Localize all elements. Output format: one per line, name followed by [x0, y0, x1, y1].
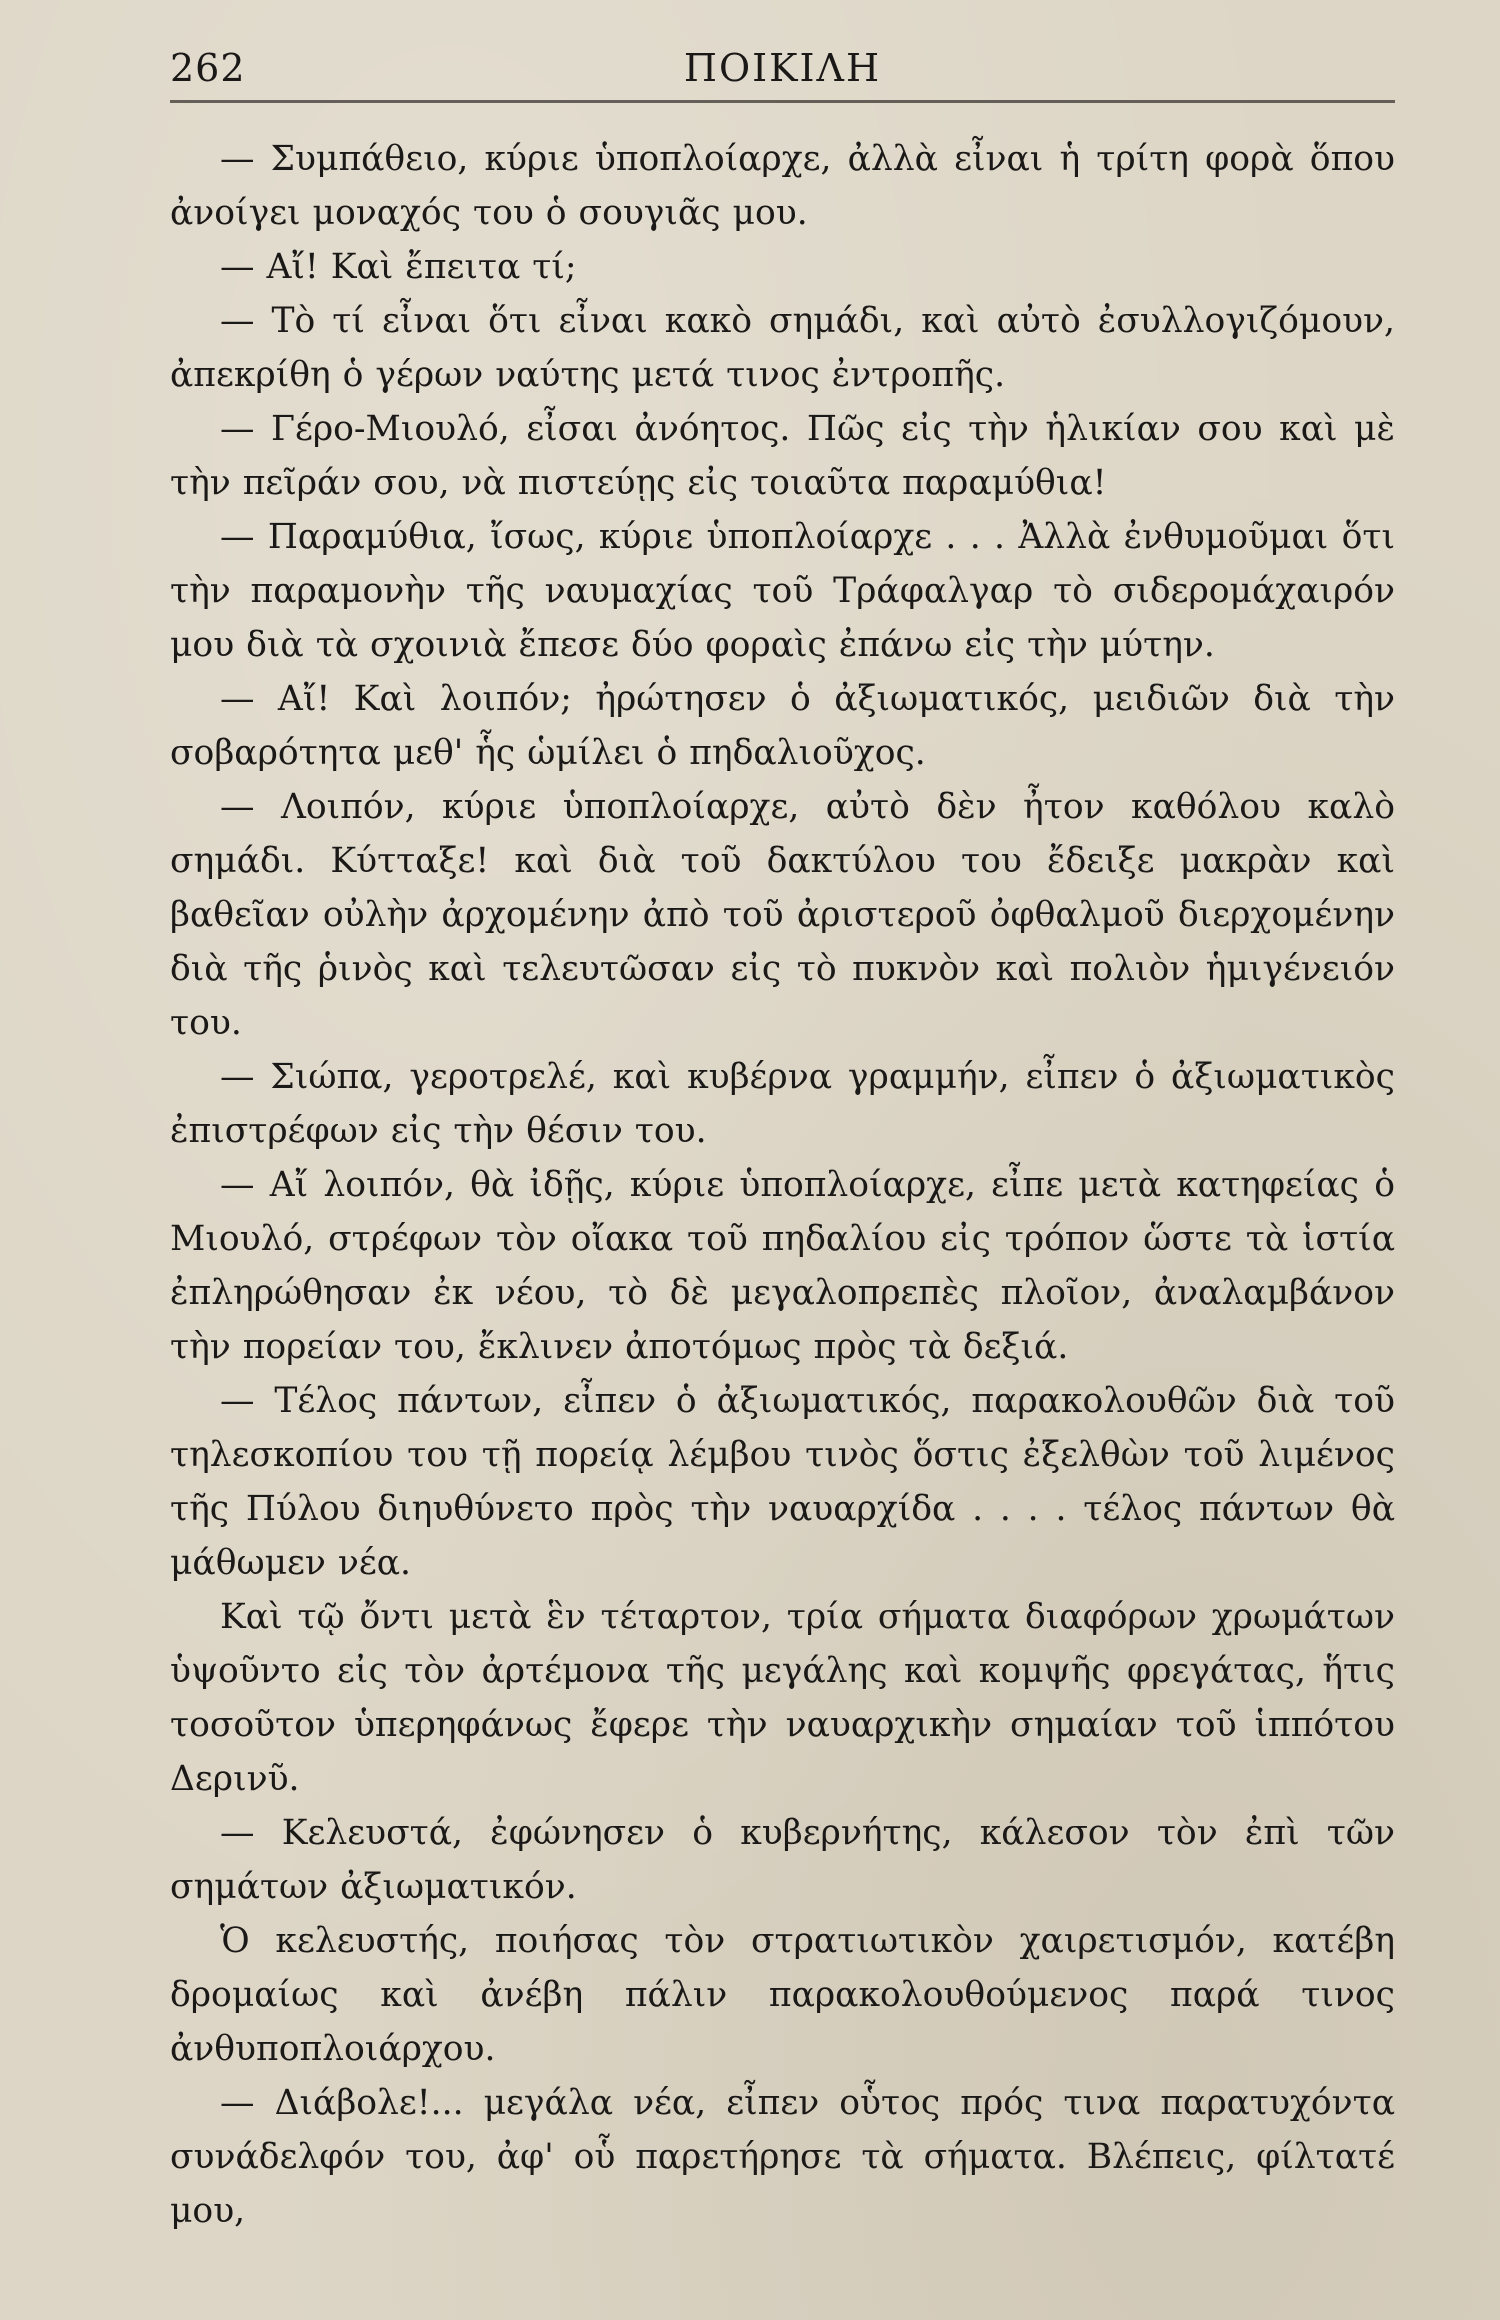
- paragraph: — Συμπάθειο, κύριε ὑποπλοίαρχε, ἀλλὰ εἶναι ἡ τρίτη φορὰ ὅπου ἀνοίγει μοναχός του ὁ σουγιᾶς μου.: [170, 139, 1395, 233]
- header-rule: [170, 100, 1395, 103]
- paragraph: — Λοιπόν, κύριε ὑποπλοίαρχε, αὐτὸ δὲν ἦτον καθόλου καλὸ σημάδι. Κύτταξε! καὶ διὰ τοῦ δακτύλου του ἔδειξε μακρὰν καὶ βαθεῖαν οὐλὴν ἀρχομένην ἀπὸ τοῦ ἀριστεροῦ ὀφθαλμοῦ διερχομένην διὰ τῆς ῥινὸς καὶ τελευτῶσαν εἰς τὸ πυκνὸν καὶ πολιὸν ἡμιγένειόν του.: [170, 787, 1395, 1043]
- paragraph: — Διάβολε!... μεγάλα νέα, εἶπεν οὗτος πρός τινα παρατυχόντα συνάδελφόν του, ἀφ' οὗ παρετήρησε τὰ σήματα. Βλέπεις, φίλτατέ μου,: [170, 2083, 1395, 2231]
- paragraph: — Κελευστά, ἐφώνησεν ὁ κυβερνήτης, κάλεσον τὸν ἐπὶ τῶν σημάτων ἀξιωματικόν.: [170, 1813, 1395, 1907]
- paragraph: — Αἴ! Καὶ ἔπειτα τί;: [220, 247, 577, 287]
- paragraph: — Αἴ! Καὶ λοιπόν; ἠρώτησεν ὁ ἀξιωματικός, μειδιῶν διὰ τὴν σοβαρότητα μεθ' ἧς ὡμίλει ὁ πηδαλιοῦχος.: [170, 679, 1395, 773]
- page-number: 262: [170, 46, 246, 90]
- paragraph: — Τέλος πάντων, εἶπεν ὁ ἀξιωματικός, παρακολουθῶν διὰ τοῦ τηλεσκοπίου του τῇ πορείᾳ λέμβου τινὸς ὅστις ἐξελθὼν τοῦ λιμένος τῆς Πύλου διηυθύνετο πρὸς τὴν ναυαρχίδα . . . . τέλος πάντων θὰ μάθωμεν νέα.: [170, 1381, 1395, 1583]
- paragraph: Καὶ τῷ ὄντι μετὰ ἓν τέταρτον, τρία σήματα διαφόρων χρωμάτων ὑψοῦντο εἰς τὸν ἀρτέμονα τῆς μεγάλης καὶ κομψῆς φρεγάτας, ἥτις τοσοῦτον ὑπερηφάνως ἔφερε τὴν ναυαρχικὴν σημαίαν τοῦ ἱππότου Δερινῦ.: [170, 1597, 1395, 1799]
- paragraph: — Γέρο-Μιουλό, εἶσαι ἀνόητος. Πῶς εἰς τὴν ἡλικίαν σου καὶ μὲ τὴν πεῖράν σου, νὰ πιστεύῃς εἰς τοιαῦτα παραμύθια!: [170, 409, 1395, 503]
- paragraph: — Αἴ λοιπόν, θὰ ἰδῇς, κύριε ὑποπλοίαρχε, εἶπε μετὰ κατηφείας ὁ Μιουλό, στρέφων τὸν οἴακα τοῦ πηδαλίου εἰς τρόπον ὥστε τὰ ἱστία ἐπληρώθησαν ἐκ νέου, τὸ δὲ μεγαλοπρεπὲς πλοῖον, ἀναλαμβάνον τὴν πορείαν του, ἔκλινεν ἀποτόμως πρὸς τὰ δεξιά.: [170, 1165, 1395, 1367]
- paragraph: — Σιώπα, γεροτρελέ, καὶ κυβέρνα γραμμήν, εἶπεν ὁ ἀξιωματικὸς ἐπιστρέφων εἰς τὴν θέσιν του.: [170, 1057, 1395, 1151]
- paragraph: — Τὸ τί εἶναι ὅτι εἶναι κακὸ σημάδι, καὶ αὐτὸ ἐσυλλογιζόμουν, ἀπεκρίθη ὁ γέρων ναύτης μετά τινος ἐντροπῆς.: [170, 301, 1395, 395]
- paragraph: Ὁ κελευστής, ποιήσας τὸν στρατιωτικὸν χαιρετισμόν, κατέβη δρομαίως καὶ ἀνέβη πάλιν παρακολουθούμενος παρά τινος ἀνθυποπλοιάρχου.: [170, 1921, 1395, 2069]
- page-header: [170, 40, 1395, 100]
- page-body: [170, 132, 1395, 2238]
- paragraph: — Παραμύθια, ἴσως, κύριε ὑποπλοίαρχε . . . Ἀλλὰ ἐνθυμοῦμαι ὅτι τὴν παραμονὴν τῆς ναυμαχίας τοῦ Τράφαλγαρ τὸ σιδερομάχαιρόν μου διὰ τὰ σχοινιὰ ἔπεσε δύο φοραὶς ἐπάνω εἰς τὴν μύτην.: [170, 517, 1395, 665]
- running-head: ΠΟΙΚΙΛΗ: [683, 46, 882, 90]
